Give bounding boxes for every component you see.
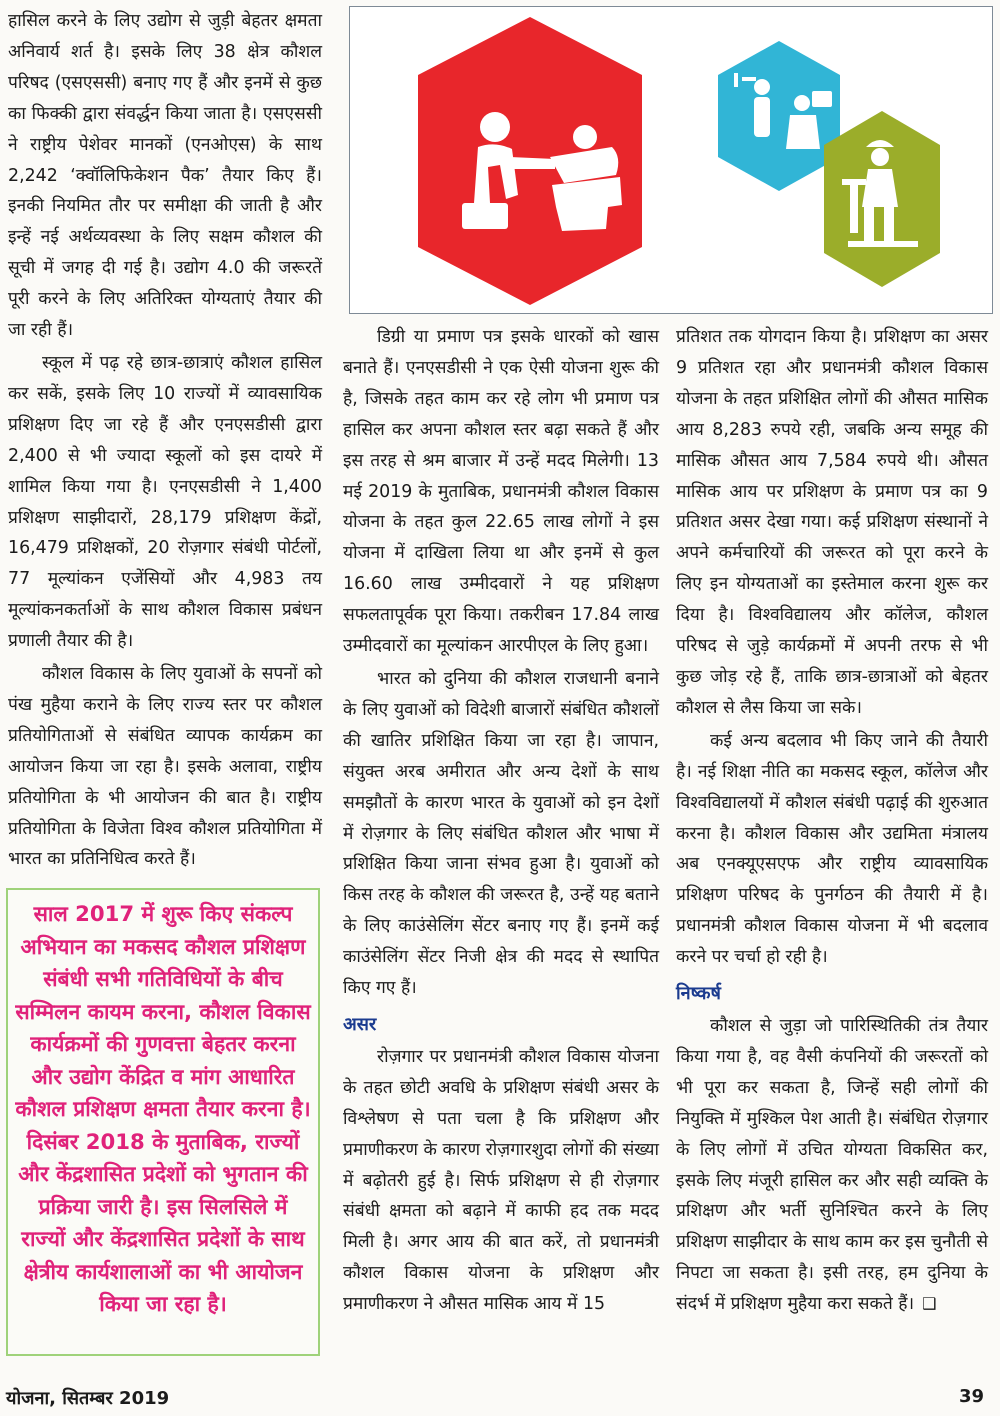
paragraph: हासिल करने के लिए उद्योग से जुड़ी बेहतर क्षमता अनिवार्य शर्त है। इसके लिए 38 क्षेत्र कौशल परिषद (एसएससी) बनाए गए हैं और इनमें से कुछ का फिक्की द्वारा संवर्द्धन किया जाता है। एसएससी ने राष्ट्रीय पेशेवर मानकों (एनओएस) के साथ 2,242 ‘क्वॉलिफिकेशन पैक’ तैयार किए हैं। इनकी नियमित तौर पर समीक्षा की जाती है और इन्हें नई अर्थव्यवस्था के लिए सक्षम कौशल की सूची में जगह दी गई है। उद्योग 4.0 की जरूरतें पूरी करने के लिए अतिरिक्त योग्यताएं तैयार की जा रही हैं। <box>8 11 322 341</box>
paragraph: डिग्री या प्रमाण पत्र इसके धारकों को खास बनाते हैं। एनएसडीसी ने एक ऐसी योजना शुरू की है, जिसके तहत काम कर रहे लोग भी प्रमाण पत्र हासिल कर अपना कौशल स्तर बढ़ा सकते हैं और इस तरह से श्रम बाजार में उन्हें मदद मिलेगी। 13 मई 2019 के मुताबिक, प्रधानमंत्री कौशल विकास योजना के तहत कुल 22.65 लाख लोगों ने इस योजना में दाखिला लिया था और इनमें से कुल 16.60 लाख उम्मीदवारों ने यह प्रशिक्षण सफलतापूर्वक पूरा किया। तकरीबन 17.84 लाख उम्मीदवारों का मूल्यांकन आरपीएल के लिए हुआ। <box>343 327 659 657</box>
page-footer <box>6 1386 984 1412</box>
paragraph <box>676 1011 988 1320</box>
highlight-callout-box <box>6 888 320 1356</box>
conclusion-text: कौशल से जुड़ा जो पारिस्थितिकी तंत्र तैयार किया गया है, वह वैसी कंपनियों की जरूरतों को भी पूरा कर सकता है, जिन्हें सही लोगों की नियुक्ति में मुश्किल पेश आती है। संबंधित रोज़गार के लिए लोगों में उचित योग्यता विकसित कर, इसके लिए मंजूरी हासिल कर और सही व्यक्ति के प्रशिक्षण और भर्ती सुनिश्चित करने के लिए प्रशिक्षण साझीदार के साथ काम कर इस चुनौती से निपटा जा सकता है। इसी तरह, हम दुनिया के संदर्भ में प्रशिक्षण मुहैया करा सकते हैं। <box>676 1016 988 1315</box>
paragraph: भारत को दुनिया की कौशल राजधानी बनाने के लिए युवाओं को विदेशी बाजारों संबंधित कौशलों की खातिर प्रशिक्षित किया जा रहा है। जापान, संयुक्त अरब अमीरात और अन्य देशों के साथ समझौतों के कारण भारत के युवाओं को इन देशों में रोज़गार के लिए संबंधित कौशल और भाषा में प्रशिक्षित किया जाना संभव हुआ है। युवाओं को किस तरह के कौशल की जरूरत है, उन्हें यह बताने के लिए काउंसेलिंग सेंटर बनाए गए हैं। इनमें कई काउंसेलिंग सेंटर निजी क्षेत्र की मदद से स्थापित किए गए हैं। <box>343 668 659 999</box>
article-column-1 <box>8 6 322 875</box>
illustration-graphic <box>350 7 992 313</box>
paragraph: स्कूल में पढ़ रहे छात्र-छात्राएं कौशल हासिल कर सकें, इसके लिए 10 राज्यों में व्यावसायिक प्रशिक्षण दिए जा रहे हैं और एनएसडीसी द्वारा 2,400 से भी ज्यादा स्कूलों को इस दायरे में शामिल किया गया है। एनएसडीसी ने 1,400 प्रशिक्षण साझीदारों, 28,179 प्रशिक्षण केंद्रों, 16,479 प्रशिक्षकों, 20 रोज़गार संबंधी पोर्टलों, 77 मूल्यांकन एजेंसियों और 4,983 तय मूल्यांकनकर्ताओं के साथ कौशल विकास प्रबंधन प्रणाली तैयार की है। <box>8 352 322 652</box>
paragraph: रोज़गार पर प्रधानमंत्री कौशल विकास योजना के तहत छोटी अवधि के प्रशिक्षण संबंधी असर के विश्लेषण से पता चला है कि प्रशिक्षण और प्रमाणीकरण के कारण रोज़गारशुदा लोगों की संख्या में बढ़ोतरी हुई है। सिर्फ प्रशिक्षण से ही रोज़गार संबंधी क्षमता को बढ़ाने में काफी हद तक मदद मिली है। अगर आय की बात करें, तो प्रधानमंत्री कौशल विकास योजना के प्रशिक्षण और प्रमाणीकरण ने औसत मासिक आय में 15 <box>343 1046 659 1315</box>
callout-text: साल 2017 में शुरू किए संकल्प अभियान का मकसद कौशल प्रशिक्षण संबंधी सभी गतिविधियों के बीच सम्मिलन कायम करना, कौशल विकास कार्यक्रमों की गुणवत्ता बेहतर करना और उद्योग केंद्रित व मांग आधारित कौशल प्रशिक्षण क्षमता तैयार करना है। दिसंबर 2018 के मुताबिक, राज्यों और केंद्रशासित प्रदेशों को भुगतान की प्रक्रिया जारी है। इस सिलसिले में राज्यों और केंद्रशासित प्रदेशों के साथ क्षेत्रीय कार्यशालाओं का भी आयोजन किया जा रहा है। <box>15 901 311 1316</box>
construction-worker-drill-icon <box>824 111 940 287</box>
article-column-3 <box>676 322 988 1320</box>
massage-therapist-icon <box>418 17 642 305</box>
article-column-2 <box>343 322 659 1320</box>
paragraph: प्रतिशत तक योगदान किया है। प्रशिक्षण का असर 9 प्रतिशत रहा और प्रधानमंत्री कौशल विकास योजना के तहत प्रशिक्षित लोगों की औसत मासिक आय 8,283 रुपये रही, जबकि अन्य समूह की मासिक औसत आय 7,584 रुपये थी। औसत मासिक आय पर प्रशिक्षण के प्रमाण पत्र का 9 प्रतिशत असर देखा गया। कई प्रशिक्षण संस्थानों ने अपने कर्मचारियों की जरूरत को पूरा करने के लिए इन योग्यताओं का इस्तेमाल करना शुरू कर दिया है। विश्वविद्यालय और कॉलेज, कौशल परिषद से जुड़े कार्यक्रमों में अपनी तरफ से भी कुछ जोड़ रहे हैं, ताकि छात्र-छात्राओं को बेहतर कौशल से लैस किया जा सके। <box>676 327 988 718</box>
section-heading-impact: असर <box>343 1013 377 1035</box>
paragraph: कौशल विकास के लिए युवाओं के सपनों को पंख मुहैया कराने के लिए राज्य स्तर पर कौशल प्रतियोगिताओं से संबंधित व्यापक कार्यक्रम का आयोजन किया जा रहा है। इसके अलावा, राष्ट्रीय प्रतियोगिता के भी आयोजन की बात है। राष्ट्रीय प्रतियोगिता के विजेता विश्व कौशल प्रतियोगिता में भारत का प्रतिनिधित्व करते हैं। <box>8 664 322 870</box>
end-of-article-icon: ❑ <box>922 1294 937 1314</box>
magazine-issue-label: योजना, सितम्बर 2019 <box>6 1388 170 1409</box>
page-number: 39 <box>958 1386 984 1407</box>
hospitality-services-icon <box>718 41 840 191</box>
paragraph: कई अन्य बदलाव भी किए जाने की तैयारी है। नई शिक्षा नीति का मकसद स्कूल, कॉलेज और विश्वविद्यालयों में कौशल संबंधी पढ़ाई की शुरुआत करना है। कौशल विकास और उद्यमिता मंत्रालय अब एनक्यूएसएफ और राष्ट्रीय व्यावसायिक प्रशिक्षण परिषद के पुनर्गठन की तैयारी में है। प्रधानमंत्री कौशल विकास योजना में भी बदलाव करने पर चर्चा हो रही है। <box>676 730 988 968</box>
skills-illustration <box>349 6 993 314</box>
section-heading-conclusion: निष्कर्ष <box>676 983 721 1005</box>
